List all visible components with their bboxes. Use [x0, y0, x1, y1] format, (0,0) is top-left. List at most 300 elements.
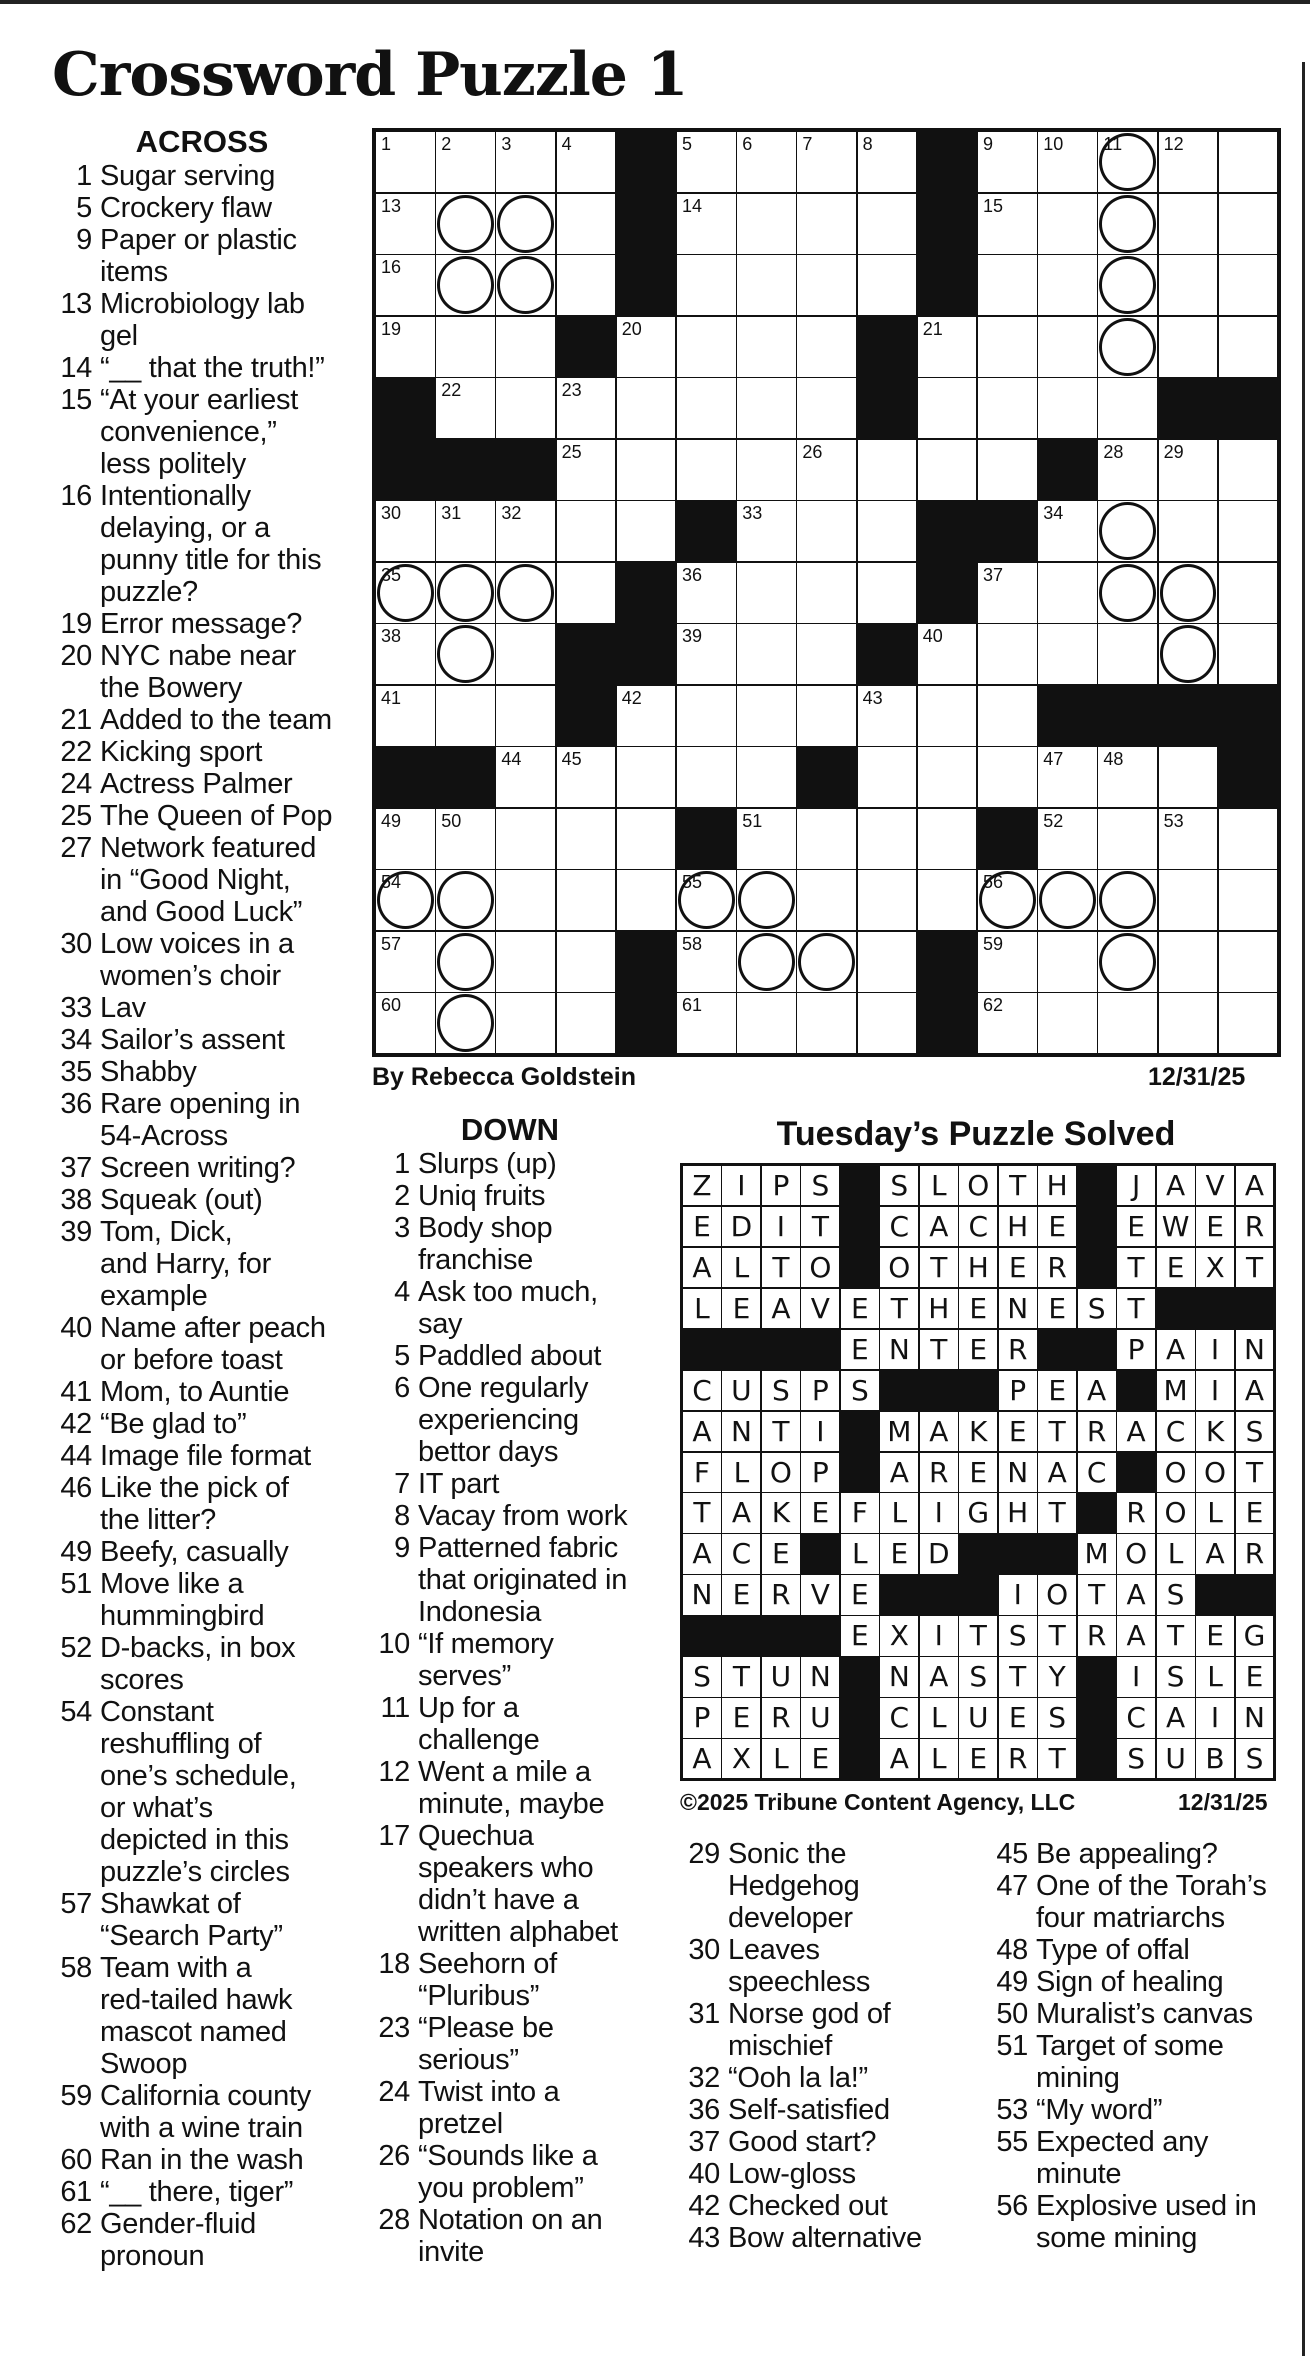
grid-cell[interactable]	[1097, 500, 1158, 562]
grid-cell[interactable]	[435, 992, 496, 1054]
grid-cell[interactable]	[857, 869, 918, 931]
across-clue-34[interactable]	[52, 1024, 352, 1056]
grid-cell[interactable]	[1218, 193, 1279, 255]
grid-cell[interactable]	[495, 131, 556, 193]
clue-text: with a wine train	[100, 2112, 303, 2144]
across-clue-21[interactable]	[52, 704, 352, 736]
grid-cell[interactable]	[495, 992, 556, 1054]
grid-cell[interactable]	[556, 500, 617, 562]
grid-cell[interactable]	[796, 131, 857, 193]
grid-cell[interactable]	[736, 746, 797, 808]
grid-cell[interactable]	[1218, 562, 1279, 624]
grid-cell[interactable]	[857, 746, 918, 808]
down-clue-6[interactable]	[370, 1372, 650, 1468]
grid-cell[interactable]	[435, 500, 496, 562]
grid-cell[interactable]	[736, 562, 797, 624]
grid-cell[interactable]	[435, 377, 496, 439]
across-clue-30[interactable]	[52, 928, 352, 992]
grid-cell[interactable]	[796, 439, 857, 501]
solution-black-square	[879, 1370, 919, 1411]
grid-cell[interactable]	[1218, 500, 1279, 562]
grid-cell[interactable]	[676, 992, 737, 1054]
across-clue-5[interactable]	[52, 192, 352, 224]
solution-cell: T	[1156, 1615, 1196, 1656]
down-clue-1[interactable]	[370, 1148, 650, 1180]
grid-cell[interactable]	[1037, 316, 1098, 378]
across-clue-61[interactable]	[52, 2176, 352, 2208]
grid-cell[interactable]	[676, 685, 737, 747]
down-clues	[370, 1112, 650, 2268]
cell-number: 50	[441, 810, 462, 831]
down_col2-clue-42[interactable]	[680, 2190, 980, 2222]
down-clue-12[interactable]	[370, 1756, 650, 1820]
clue-text: California county	[100, 2080, 311, 2112]
grid-cell[interactable]	[375, 869, 436, 931]
grid-cell[interactable]	[616, 808, 677, 870]
solution-black-square	[919, 1574, 959, 1615]
grid-cell[interactable]	[556, 931, 617, 993]
grid-cell[interactable]	[1218, 623, 1279, 685]
grid-cell[interactable]	[1097, 439, 1158, 501]
grid-cell[interactable]	[495, 193, 556, 255]
across-clue-24[interactable]	[52, 768, 352, 800]
across-clue-51[interactable]	[52, 1568, 352, 1632]
clue-text: Microbiology lab	[100, 288, 305, 320]
down_col3-clue-50[interactable]	[988, 1998, 1298, 2030]
grid-cell[interactable]	[556, 193, 617, 255]
grid-cell[interactable]	[375, 992, 436, 1054]
grid-cell[interactable]	[1158, 254, 1219, 316]
black-square	[435, 746, 496, 808]
grid-cell[interactable]	[1158, 562, 1219, 624]
across-clue-40[interactable]	[52, 1312, 352, 1376]
grid-cell[interactable]	[1218, 869, 1279, 931]
grid-cell[interactable]	[616, 377, 677, 439]
grid-cell[interactable]	[556, 808, 617, 870]
solution-black-square	[1116, 1452, 1156, 1493]
grid-cell[interactable]	[495, 254, 556, 316]
across-clue-42[interactable]	[52, 1408, 352, 1440]
grid-cell[interactable]	[857, 439, 918, 501]
grid-cell[interactable]	[676, 623, 737, 685]
across-clue-44[interactable]	[52, 1440, 352, 1472]
grid-cell[interactable]	[375, 254, 436, 316]
down-clue-10[interactable]	[370, 1628, 650, 1692]
grid-cell[interactable]	[736, 193, 797, 255]
down-clue-11[interactable]	[370, 1692, 650, 1756]
solution-cell: A	[761, 1288, 801, 1329]
grid-cell[interactable]	[435, 193, 496, 255]
grid-cell[interactable]	[676, 254, 737, 316]
grid-cell[interactable]	[375, 931, 436, 993]
grid-cell[interactable]	[1218, 931, 1279, 993]
grid-cell[interactable]	[736, 316, 797, 378]
grid-cell[interactable]	[736, 931, 797, 993]
across-clue-33[interactable]	[52, 992, 352, 1024]
across-clue-36[interactable]	[52, 1088, 352, 1152]
grid-cell[interactable]	[977, 562, 1038, 624]
black-square	[616, 131, 677, 193]
across-clue-19[interactable]	[52, 608, 352, 640]
down-clue-7[interactable]	[370, 1468, 650, 1500]
across-clue-41[interactable]	[52, 1376, 352, 1408]
grid-cell[interactable]	[676, 931, 737, 993]
grid-cell[interactable]	[556, 131, 617, 193]
grid-cell[interactable]	[1097, 562, 1158, 624]
grid-cell[interactable]	[796, 685, 857, 747]
down-clue-9[interactable]	[370, 1532, 650, 1628]
grid-cell[interactable]	[917, 869, 978, 931]
crossword-grid[interactable]	[372, 128, 1281, 1057]
solution-cell: X	[879, 1615, 919, 1656]
grid-cell[interactable]	[796, 808, 857, 870]
grid-cell[interactable]	[375, 808, 436, 870]
grid-cell[interactable]	[796, 316, 857, 378]
grid-cell[interactable]	[556, 992, 617, 1054]
grid-cell[interactable]	[736, 869, 797, 931]
grid-cell[interactable]	[1037, 746, 1098, 808]
across-clue-57[interactable]	[52, 1888, 352, 1952]
grid-cell[interactable]	[1037, 193, 1098, 255]
grid-cell[interactable]	[1158, 316, 1219, 378]
clue-text: hummingbird	[100, 1600, 265, 1632]
clue-text: Swoop	[100, 2048, 188, 2080]
across-clue-54[interactable]	[52, 1696, 352, 1888]
grid-cell[interactable]	[1097, 316, 1158, 378]
grid-cell[interactable]	[977, 254, 1038, 316]
down_col2-clue-31[interactable]	[680, 1998, 980, 2062]
across-clue-35[interactable]	[52, 1056, 352, 1088]
grid-cell[interactable]	[977, 746, 1038, 808]
grid-cell[interactable]	[556, 746, 617, 808]
across-clue-15[interactable]	[52, 384, 352, 480]
across-clue-14[interactable]	[52, 352, 352, 384]
grid-cell[interactable]	[1037, 931, 1098, 993]
grid-cell[interactable]	[1218, 316, 1279, 378]
grid-cell[interactable]	[435, 623, 496, 685]
grid-cell[interactable]	[796, 623, 857, 685]
grid-cell[interactable]	[796, 377, 857, 439]
down-clue-3[interactable]	[370, 1212, 650, 1276]
grid-cell[interactable]	[556, 562, 617, 624]
solution-black-square	[998, 1533, 1038, 1574]
grid-cell[interactable]	[616, 500, 677, 562]
grid-cell[interactable]	[1037, 808, 1098, 870]
grid-cell[interactable]	[1037, 562, 1098, 624]
grid-cell[interactable]	[977, 685, 1038, 747]
grid-cell[interactable]	[1158, 931, 1219, 993]
grid-cell[interactable]	[977, 992, 1038, 1054]
solution-cell: T	[919, 1329, 959, 1370]
circle-mark	[497, 256, 554, 314]
across-clue-49[interactable]	[52, 1536, 352, 1568]
grid-cell[interactable]	[1037, 992, 1098, 1054]
down_col3-clue-47[interactable]	[988, 1870, 1298, 1934]
grid-cell[interactable]	[736, 992, 797, 1054]
clue-number: 60	[60, 2144, 92, 2176]
across-clue-59[interactable]	[52, 2080, 352, 2144]
grid-cell[interactable]	[977, 193, 1038, 255]
down_col2-clue-29[interactable]	[680, 1838, 980, 1934]
across-clue-62[interactable]	[52, 2208, 352, 2272]
down-clue-8[interactable]	[370, 1500, 650, 1532]
grid-cell[interactable]	[977, 377, 1038, 439]
cell-number: 36	[682, 564, 703, 585]
across-clue-60[interactable]	[52, 2144, 352, 2176]
down_col3-clue-49[interactable]	[988, 1966, 1298, 1998]
clue-number: 28	[378, 2204, 410, 2236]
clue-text: Bow alternative	[728, 2222, 922, 2254]
across-clue-1[interactable]	[52, 160, 352, 192]
grid-cell[interactable]	[495, 869, 556, 931]
down_col2-clue-37[interactable]	[680, 2126, 980, 2158]
across-clue-9[interactable]	[52, 224, 352, 288]
grid-cell[interactable]	[1158, 131, 1219, 193]
grid-cell[interactable]	[1158, 808, 1219, 870]
grid-cell[interactable]	[1218, 439, 1279, 501]
grid-cell[interactable]	[1037, 869, 1098, 931]
down-clue-24[interactable]	[370, 2076, 650, 2140]
grid-cell[interactable]	[977, 439, 1038, 501]
down_col2-clue-36[interactable]	[680, 2094, 980, 2126]
grid-cell[interactable]	[1158, 992, 1219, 1054]
grid-cell[interactable]	[556, 869, 617, 931]
black-square	[375, 377, 436, 439]
grid-cell[interactable]	[435, 869, 496, 931]
grid-cell[interactable]	[977, 869, 1038, 931]
grid-cell[interactable]	[556, 377, 617, 439]
grid-cell[interactable]	[796, 562, 857, 624]
grid-cell[interactable]	[977, 931, 1038, 993]
grid-cell[interactable]	[495, 562, 556, 624]
grid-cell[interactable]	[1037, 623, 1098, 685]
grid-cell[interactable]	[1218, 808, 1279, 870]
grid-cell[interactable]	[857, 931, 918, 993]
grid-cell[interactable]	[1037, 377, 1098, 439]
grid-cell[interactable]	[495, 623, 556, 685]
down-clue-28[interactable]	[370, 2204, 650, 2268]
grid-cell[interactable]	[676, 869, 737, 931]
grid-cell[interactable]	[1097, 992, 1158, 1054]
solution-cell: T	[1037, 1615, 1077, 1656]
down-clue-17[interactable]	[370, 1820, 650, 1948]
grid-cell[interactable]	[977, 316, 1038, 378]
grid-cell[interactable]	[616, 746, 677, 808]
grid-cell[interactable]	[917, 623, 978, 685]
across-clue-16[interactable]	[52, 480, 352, 608]
grid-cell[interactable]	[736, 131, 797, 193]
grid-cell[interactable]	[435, 316, 496, 378]
grid-cell[interactable]	[736, 439, 797, 501]
grid-cell[interactable]	[616, 316, 677, 378]
across-clue-27[interactable]	[52, 832, 352, 928]
grid-cell[interactable]	[857, 254, 918, 316]
grid-cell[interactable]	[917, 746, 978, 808]
grid-cell[interactable]	[435, 808, 496, 870]
cell-number: 41	[381, 687, 402, 708]
grid-cell[interactable]	[495, 746, 556, 808]
grid-cell[interactable]	[736, 623, 797, 685]
grid-cell[interactable]	[1097, 131, 1158, 193]
grid-cell[interactable]	[917, 316, 978, 378]
grid-cell[interactable]	[495, 316, 556, 378]
grid-cell[interactable]	[375, 316, 436, 378]
down-clue-2[interactable]	[370, 1180, 650, 1212]
across-clue-13[interactable]	[52, 288, 352, 352]
down-clue-4[interactable]	[370, 1276, 650, 1340]
grid-cell[interactable]	[676, 562, 737, 624]
grid-cell[interactable]	[616, 869, 677, 931]
down-clue-23[interactable]	[370, 2012, 650, 2076]
grid-cell[interactable]	[435, 254, 496, 316]
grid-cell[interactable]	[495, 808, 556, 870]
grid-cell[interactable]	[1037, 131, 1098, 193]
grid-cell[interactable]	[1097, 808, 1158, 870]
grid-cell[interactable]	[736, 254, 797, 316]
grid-cell[interactable]	[736, 808, 797, 870]
grid-cell[interactable]	[1158, 193, 1219, 255]
solution-cell: S	[958, 1656, 998, 1697]
down_col3-clue-48[interactable]	[988, 1934, 1298, 1966]
grid-cell[interactable]	[736, 500, 797, 562]
grid-cell[interactable]	[1097, 623, 1158, 685]
grid-cell[interactable]	[375, 193, 436, 255]
grid-cell[interactable]	[1097, 377, 1158, 439]
byline: By Rebecca Goldstein	[372, 1063, 636, 1091]
across-clue-20[interactable]	[52, 640, 352, 704]
grid-cell[interactable]	[676, 131, 737, 193]
grid-cell[interactable]	[1218, 131, 1279, 193]
clue-text: Good start?	[728, 2126, 877, 2158]
grid-cell[interactable]	[1158, 439, 1219, 501]
down_col2-clue-43[interactable]	[680, 2222, 980, 2254]
down_col3-clue-56[interactable]	[988, 2190, 1298, 2254]
grid-cell[interactable]	[857, 808, 918, 870]
grid-cell[interactable]	[676, 746, 737, 808]
grid-cell[interactable]	[495, 500, 556, 562]
grid-cell[interactable]	[1158, 746, 1219, 808]
clue-text: that originated in	[418, 1564, 628, 1596]
grid-cell[interactable]	[375, 562, 436, 624]
grid-cell[interactable]	[977, 623, 1038, 685]
grid-cell[interactable]	[857, 562, 918, 624]
across-clue-39[interactable]	[52, 1216, 352, 1312]
grid-cell[interactable]	[1097, 869, 1158, 931]
grid-cell[interactable]	[375, 623, 436, 685]
across-clue-37[interactable]	[52, 1152, 352, 1184]
grid-cell[interactable]	[1037, 500, 1098, 562]
solution-cell: Z	[682, 1165, 722, 1206]
grid-cell[interactable]	[435, 685, 496, 747]
down-clue-18[interactable]	[370, 1948, 650, 2012]
grid-cell[interactable]	[796, 254, 857, 316]
across-clue-22[interactable]	[52, 736, 352, 768]
grid-cell[interactable]	[435, 131, 496, 193]
down_col2-clue-40[interactable]	[680, 2158, 980, 2190]
grid-cell[interactable]	[556, 439, 617, 501]
grid-cell[interactable]	[796, 193, 857, 255]
grid-cell[interactable]	[435, 931, 496, 993]
grid-cell[interactable]	[1158, 869, 1219, 931]
grid-cell[interactable]	[435, 562, 496, 624]
grid-cell[interactable]	[857, 685, 918, 747]
grid-cell[interactable]	[495, 931, 556, 993]
grid-cell[interactable]	[676, 193, 737, 255]
across-clue-52[interactable]	[52, 1632, 352, 1696]
cell-number: 11	[1103, 134, 1123, 154]
grid-cell[interactable]	[1097, 746, 1158, 808]
grid-cell[interactable]	[857, 193, 918, 255]
grid-cell[interactable]	[616, 685, 677, 747]
clue-text: mining	[1036, 2062, 1120, 2094]
grid-cell[interactable]	[917, 808, 978, 870]
grid-cell[interactable]	[917, 685, 978, 747]
down-clue-5[interactable]	[370, 1340, 650, 1372]
grid-cell[interactable]	[1097, 193, 1158, 255]
grid-cell[interactable]	[857, 500, 918, 562]
down-clue-26[interactable]	[370, 2140, 650, 2204]
clue-text: convenience,”	[100, 416, 277, 448]
grid-cell[interactable]	[857, 131, 918, 193]
grid-cell[interactable]	[917, 439, 978, 501]
solution-cell: E	[840, 1288, 880, 1329]
clue-text: Lav	[100, 992, 146, 1024]
grid-cell[interactable]	[796, 500, 857, 562]
across-clue-46[interactable]	[52, 1472, 352, 1536]
grid-cell[interactable]	[917, 377, 978, 439]
down_col3-clue-55[interactable]	[988, 2126, 1298, 2190]
grid-cell[interactable]	[676, 316, 737, 378]
grid-cell[interactable]	[375, 685, 436, 747]
grid-cell[interactable]	[676, 439, 737, 501]
grid-cell[interactable]	[736, 377, 797, 439]
grid-cell[interactable]	[495, 685, 556, 747]
grid-cell[interactable]	[1097, 931, 1158, 993]
clue-number: 37	[688, 2126, 720, 2158]
grid-cell[interactable]	[676, 377, 737, 439]
clue-text: Checked out	[728, 2190, 888, 2222]
down_col2-clue-32[interactable]	[680, 2062, 980, 2094]
down_col3-clue-53[interactable]	[988, 2094, 1298, 2126]
grid-cell[interactable]	[375, 500, 436, 562]
grid-cell[interactable]	[1158, 623, 1219, 685]
across-clue-25[interactable]	[52, 800, 352, 832]
clue-text: Target of some	[1036, 2030, 1224, 2062]
grid-cell[interactable]	[736, 685, 797, 747]
grid-cell[interactable]	[796, 931, 857, 993]
grid-cell[interactable]	[495, 377, 556, 439]
grid-cell[interactable]	[796, 869, 857, 931]
grid-cell[interactable]	[1218, 254, 1279, 316]
grid-cell[interactable]	[1037, 254, 1098, 316]
clue-text: Sonic the	[728, 1838, 847, 1870]
grid-cell[interactable]	[857, 992, 918, 1054]
grid-cell[interactable]	[556, 254, 617, 316]
across-clue-58[interactable]	[52, 1952, 352, 2080]
grid-cell[interactable]	[375, 131, 436, 193]
grid-cell[interactable]	[1158, 500, 1219, 562]
grid-cell[interactable]	[796, 992, 857, 1054]
across-clue-38[interactable]	[52, 1184, 352, 1216]
down_col2-clue-30[interactable]	[680, 1934, 980, 1998]
grid-cell[interactable]	[1218, 992, 1279, 1054]
down_col3-clue-51[interactable]	[988, 2030, 1298, 2094]
down_col3-clue-45[interactable]	[988, 1838, 1298, 1870]
grid-cell[interactable]	[616, 439, 677, 501]
grid-cell[interactable]	[1097, 254, 1158, 316]
solution-cell: E	[800, 1492, 840, 1533]
grid-cell[interactable]	[977, 131, 1038, 193]
